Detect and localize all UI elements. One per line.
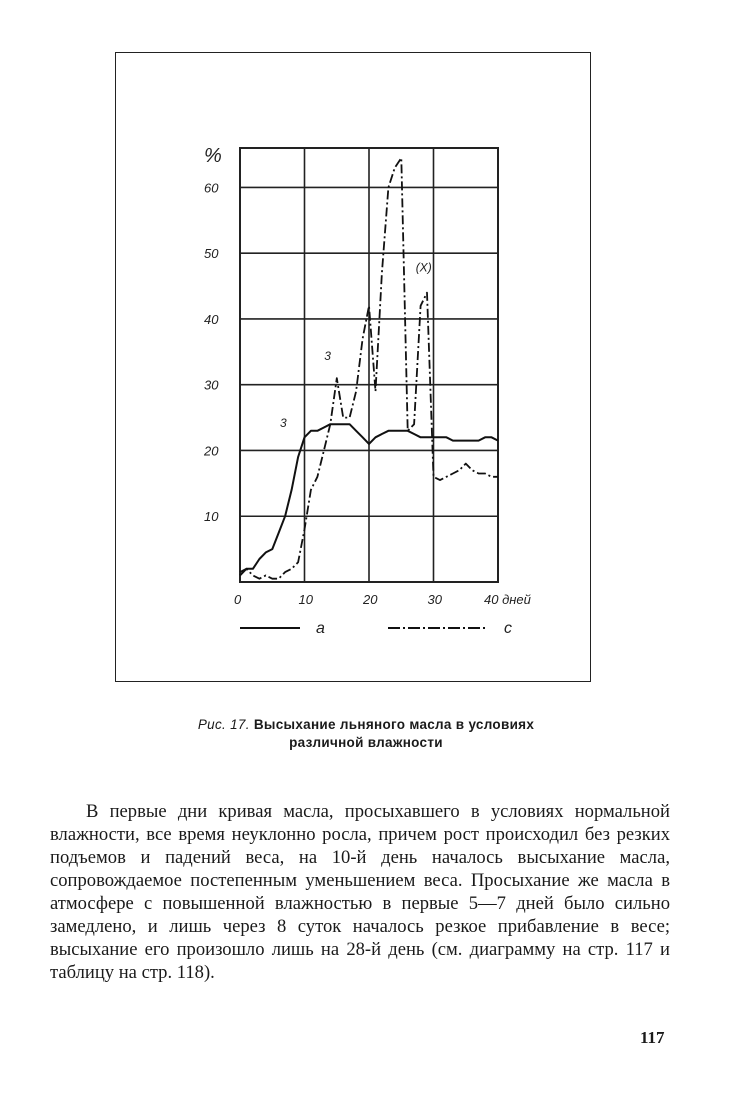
annotation-label: (Х) (415, 260, 432, 275)
y-axis-label: % (204, 145, 222, 167)
y-tick-label: 60 (204, 180, 219, 196)
y-tick-label: 30 (204, 377, 219, 393)
caption-line-1: Высыхание льняного масла в условиях (253, 717, 535, 732)
legend-label-c: с (504, 620, 512, 637)
legend (240, 620, 512, 637)
annotations (280, 261, 432, 430)
body-paragraph: В первые дни кривая масла, просыхавшего в условиях нормальной влажности, все время неуклонно росла, причем рост происходил без резких подъемов и падений веса, на 10-й день началось высыхание масла, сопровождаемое постепенным уменьшением веса. Просыхание же масла в атмосфере с повышенной влажностью в первые 5—7 дней было сильно замедлено, и лишь через 8 суток началось резкое прибавление в весе; высыхание его произошло лишь на 28-й день (см. диаграмму на стр. 117 и таблицу на стр. 118). (50, 801, 670, 983)
annotation-label: 3 (280, 415, 287, 430)
x-tick-label: 30 (427, 592, 442, 607)
y-tick-label: 20 (204, 443, 219, 459)
tick-labels (203, 145, 531, 607)
figure-caption (0, 716, 732, 752)
y-tick-label: 40 (204, 311, 219, 327)
chart-grid (240, 148, 498, 582)
y-tick-label: 10 (204, 509, 219, 525)
body-text (50, 800, 670, 984)
x-tick-label: 10 (298, 592, 313, 607)
caption-number: Рис. 17. (197, 717, 250, 732)
caption-line-2: различной влажности (289, 735, 443, 750)
legend-label-a: а (316, 620, 325, 637)
x-tick-label: 40 дней (484, 592, 531, 607)
x-tick-label: 0 (234, 592, 242, 607)
annotation-label: 3 (324, 349, 331, 364)
page-number: 117 (640, 1028, 665, 1047)
x-tick-label: 20 (363, 592, 378, 607)
y-tick-label: 50 (204, 246, 219, 262)
